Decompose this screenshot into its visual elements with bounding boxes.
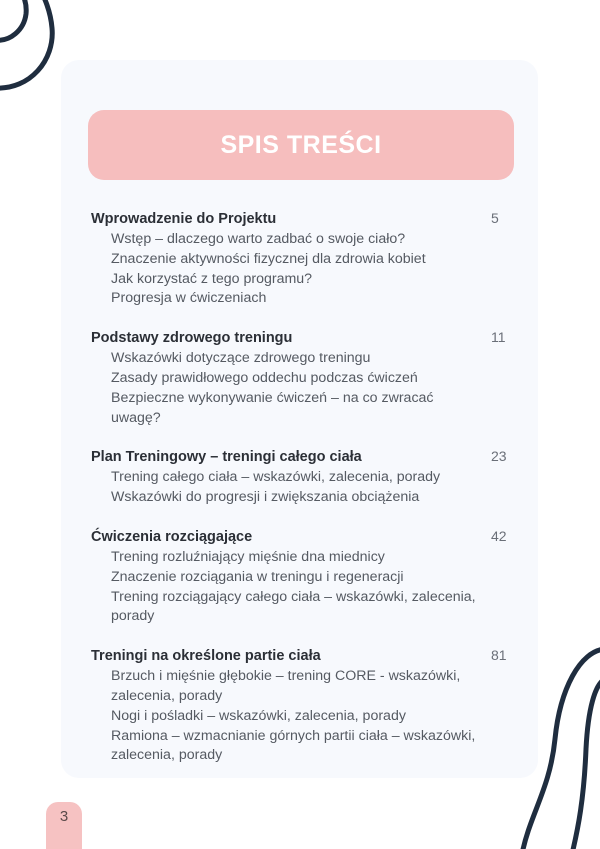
section-title[interactable]: Plan Treningowy – treningi całego ciała (91, 449, 362, 466)
section-title[interactable]: Treningi na określone partie ciała (91, 648, 321, 665)
section-title[interactable]: Wprowadzenie do Projektu (91, 211, 277, 227)
toc-item[interactable]: Trening rozluźniający mięśnie dna miednicy (111, 548, 385, 565)
toc-item[interactable]: Progresja w ćwiczeniach (111, 290, 267, 307)
toc-item[interactable]: Znaczenie aktywności fizycznej dla zdrowia kobiet (111, 250, 426, 267)
toc-card (61, 60, 538, 778)
toc-item[interactable]: zalecenia, porady (111, 687, 223, 704)
section-page-number: 42 (491, 527, 507, 544)
toc-section (91, 528, 511, 627)
toc-section (91, 647, 511, 766)
toc-item[interactable]: zalecenia, porady (111, 747, 223, 764)
toc-item[interactable]: Zasady prawidłowego oddechu podczas ćwiczeń (111, 369, 418, 386)
decorative-swirl-top (0, 0, 70, 100)
toc-section (91, 329, 511, 428)
toc-section (91, 448, 511, 508)
toc-item[interactable]: Jak korzystać z tego programu? (111, 270, 313, 287)
section-page-number: 23 (491, 448, 507, 465)
toc-item[interactable]: Wskazówki dotyczące zdrowego treningu (111, 350, 371, 367)
toc-item[interactable]: Nogi i pośladki – wskazówki, zalecenia, porady (111, 707, 406, 724)
section-page-number: 81 (491, 647, 507, 664)
toc-item[interactable]: Wstęp – dlaczego warto zadbać o swoje ciało? (111, 231, 406, 247)
toc-item[interactable]: porady (111, 608, 155, 625)
toc-item[interactable]: uwagę? (111, 409, 161, 426)
page-number: 3 (59, 808, 69, 825)
section-title[interactable]: Podstawy zdrowego treningu (91, 330, 293, 347)
title-banner (88, 110, 514, 180)
page-title: SPIS TREŚCI (220, 130, 382, 159)
toc-item[interactable]: Brzuch i mięśnie głębokie – trening CORE - wskazówki, (111, 668, 461, 685)
toc-section (91, 210, 511, 309)
toc-item[interactable]: Trening całego ciała – wskazówki, zalecenia, porady (111, 469, 441, 486)
table-of-contents (91, 210, 511, 786)
page-number-tab (46, 802, 82, 849)
section-page-number: 11 (491, 329, 506, 346)
toc-item[interactable]: Bezpieczne wykonywanie ćwiczeń – na co zwracać (111, 389, 434, 406)
section-title[interactable]: Ćwiczenia rozciągające (91, 528, 253, 545)
toc-item[interactable]: Trening rozciągający całego ciała – wskazówki, zalecenia, (111, 588, 476, 605)
toc-item[interactable]: Wskazówki do progresji i zwiększania obciążenia (111, 489, 420, 506)
toc-item[interactable]: Ramiona – wzmacnianie górnych partii ciała – wskazówki, (111, 727, 476, 744)
section-page-number: 5 (491, 210, 499, 226)
toc-item[interactable]: Znaczenie rozciągania w treningu i regeneracji (111, 568, 404, 585)
